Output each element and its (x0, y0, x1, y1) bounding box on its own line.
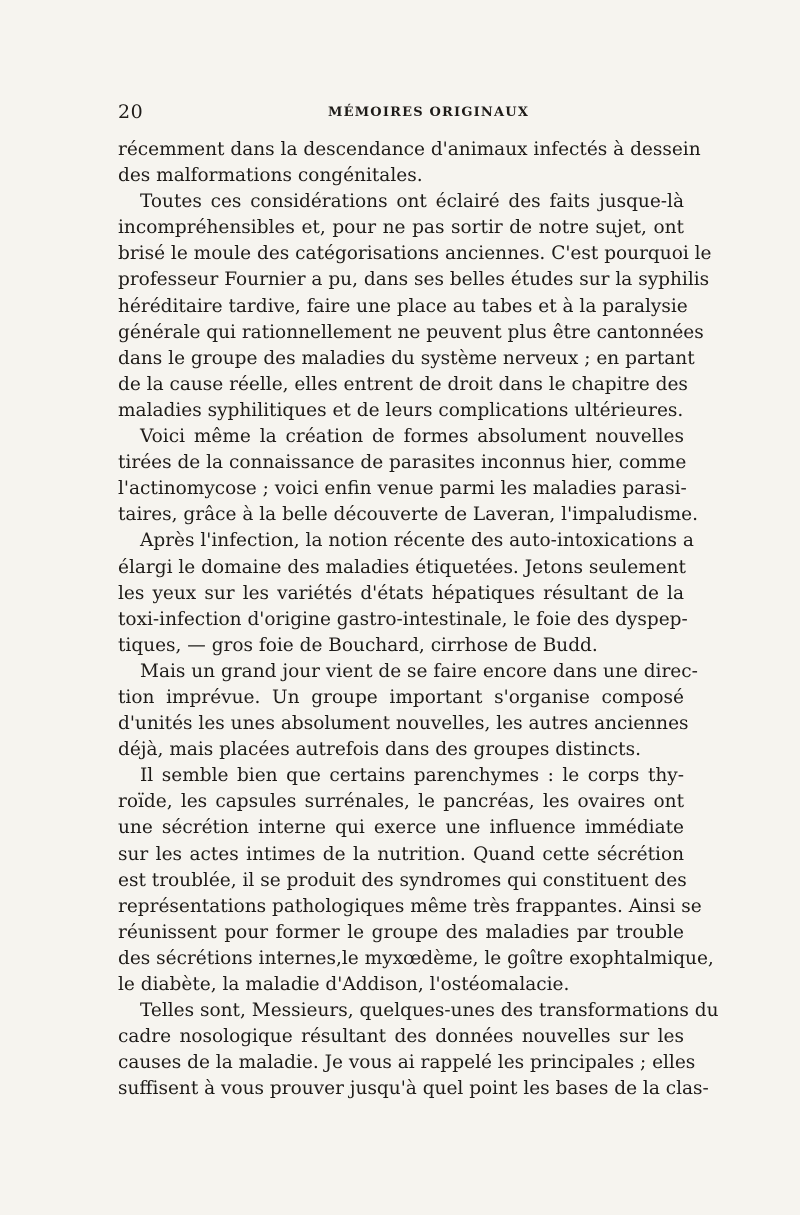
text-line: maladies syphilitiques et de leurs complications ultérieures. (118, 399, 684, 421)
text-line: roïde, les capsules surrénales, le pancréas, les ovaires ont (118, 791, 684, 813)
body-text (118, 137, 719, 1102)
text-line: dans le groupe des maladies du système nerveux ; en partant (118, 347, 695, 369)
text-line: les yeux sur les variétés d'états hépatiques résultant de la (118, 582, 684, 604)
text-line: suffisent à vous prouver jusqu'à quel point les bases de la clas- (118, 1078, 709, 1100)
text-line: de la cause réelle, elles entrent de droit dans le chapitre des (118, 373, 688, 395)
text-line: sur les actes intimes de la nutrition. Quand cette sécrétion (118, 843, 684, 865)
text-line: tirées de la connaissance de parasites inconnus hier, comme (118, 452, 687, 474)
text-line: est troublée, il se produit des syndromes qui constituent des (118, 869, 687, 891)
text-line: représentations pathologiques même très frappantes. Ainsi se (118, 895, 702, 917)
text-line: Il semble bien que certains parenchymes : le corps thy- (140, 765, 684, 787)
text-line: causes de la maladie. Je vous ai rappelé les principales ; elles (118, 1052, 696, 1074)
text-line: professeur Fournier a pu, dans ses belles études sur la syphilis (118, 269, 710, 291)
text-line: Après l'infection, la notion récente des auto-intoxications a (140, 530, 694, 552)
page-header (118, 101, 686, 127)
text-line: tiques, — gros foie de Bouchard, cirrhose de Budd. (118, 634, 598, 656)
text-line: taires, grâce à la belle découverte de Laveran, l'impaludisme. (118, 504, 698, 526)
text-line: des malformations congénitales. (118, 165, 423, 187)
text-line: déjà, mais placées autrefois dans des groupes distincts. (118, 739, 641, 761)
text-line: Voici même la création de formes absolument nouvelles (140, 426, 684, 448)
text-line: l'actinomycose ; voici enfin venue parmi les maladies parasi- (118, 478, 687, 500)
text-line: cadre nosologique résultant des données nouvelles sur les (118, 1026, 684, 1048)
text-line: tion imprévue. Un groupe important s'organise composé (118, 686, 684, 708)
text-line: des sécrétions internes,le myxœdème, le goître exophtalmique, (118, 947, 714, 969)
running-head: MÉMOIRES ORIGINAUX (328, 105, 530, 120)
text-line: générale qui rationnellement ne peuvent plus être cantonnées (118, 321, 704, 343)
text-line: incompréhensibles et, pour ne pas sortir de notre sujet, ont (118, 217, 684, 239)
text-line: élargi le domaine des maladies étiquetées. Jetons seulement (118, 556, 686, 578)
text-line: une sécrétion interne qui exerce une influence immédiate (118, 817, 684, 839)
text-line: brisé le moule des catégorisations anciennes. C'est pourquoi le (118, 243, 712, 265)
text-line: toxi-infection d'origine gastro-intestinale, le foie des dyspep- (118, 608, 688, 630)
text-line: d'unités les unes absolument nouvelles, les autres anciennes (118, 713, 689, 735)
text-line: récemment dans la descendance d'animaux infectés à dessein (118, 139, 701, 160)
page-number: 20 (118, 101, 144, 123)
text-line: Toutes ces considérations ont éclairé des faits jusque-là (140, 191, 684, 213)
text-line: Telles sont, Messieurs, quelques-unes des transformations du (140, 1000, 719, 1022)
text-line: Mais un grand jour vient de se faire encore dans une direc- (140, 660, 698, 682)
text-line: réunissent pour former le groupe des maladies par trouble (118, 921, 684, 943)
text-line: héréditaire tardive, faire une place au tabes et à la paralysie (118, 295, 688, 317)
text-line: le diabète, la maladie d'Addison, l'ostéomalacie. (118, 974, 570, 995)
